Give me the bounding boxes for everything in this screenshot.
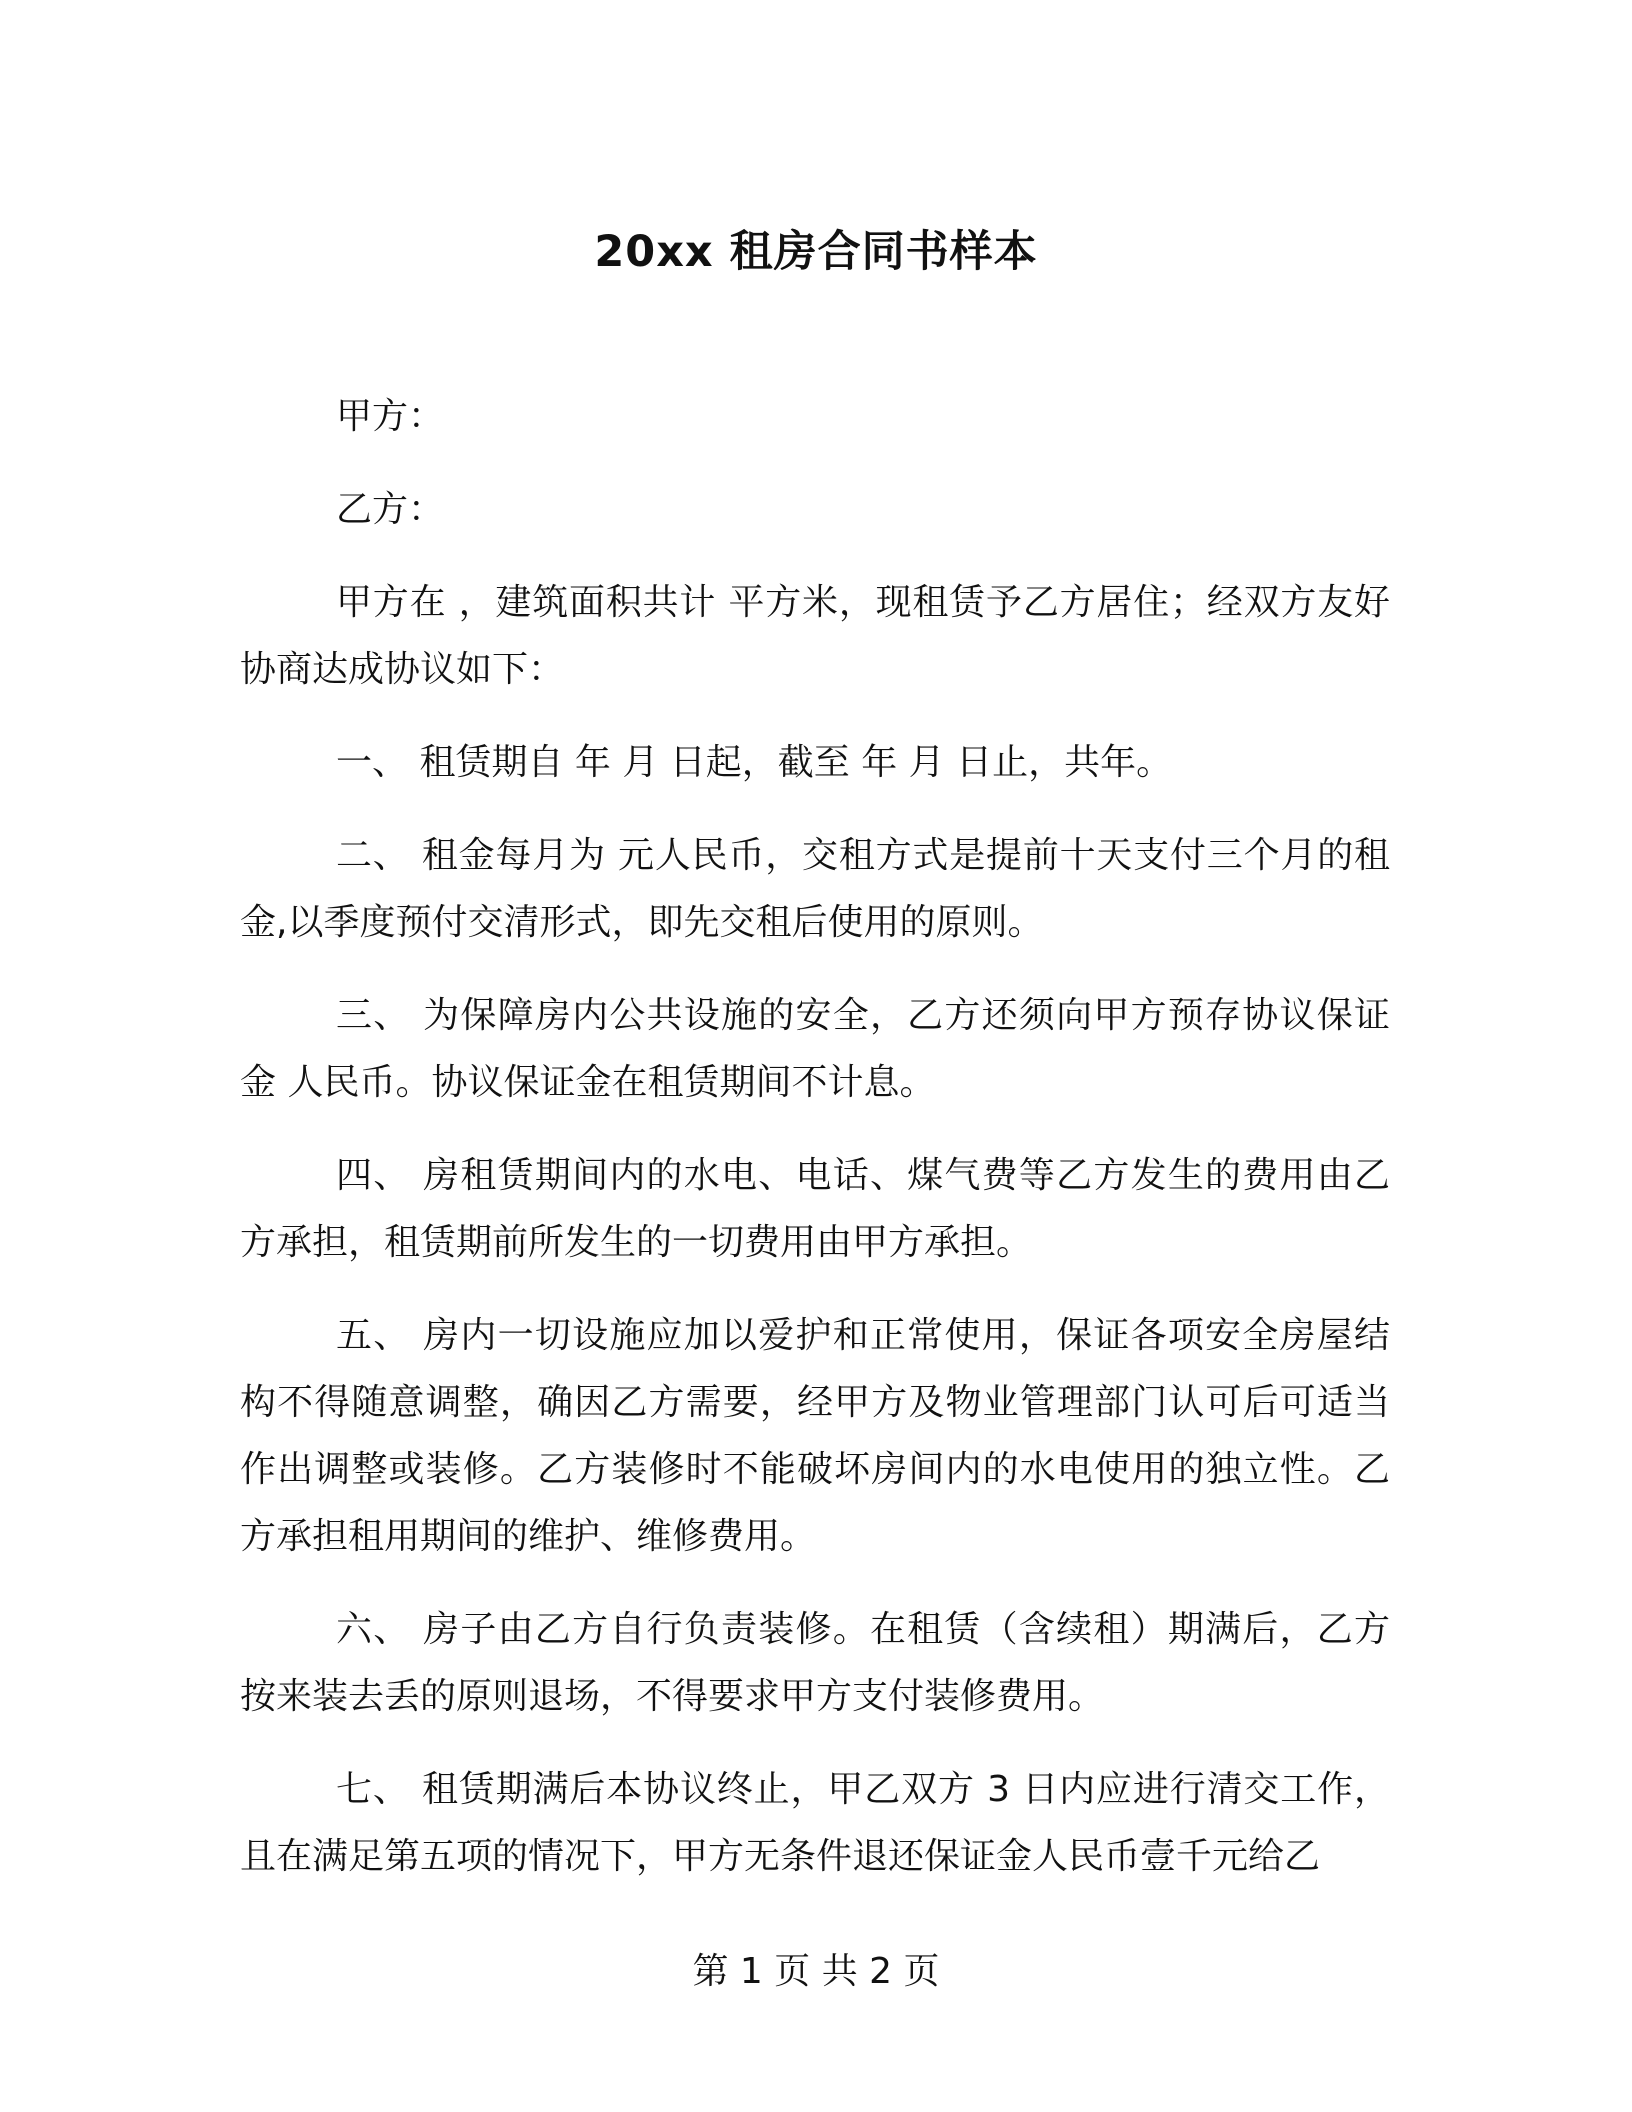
clause-2: 二、 租金每月为 元人民币，交租方式是提前十天支付三个月的租金,以季度预付交清形式，即先交租后使用的原则。: [240, 835, 1390, 943]
page-number-footer: 第 1 页 共 2 页: [692, 1951, 940, 1992]
document-body: [240, 383, 1390, 1916]
clause-4: 四、 房租赁期间内的水电、电话、煤气费等乙方发生的费用由乙方承担，租赁期前所发生的一切费用由甲方承担。: [240, 1155, 1390, 1263]
document-title: 20xx 租房合同书样本: [594, 227, 1038, 277]
party-b-line: 乙方：: [336, 489, 445, 530]
clause-1: 一、 租赁期自 年 月 日起，截至 年 月 日止，共年。: [336, 742, 1173, 783]
clause-6: 六、 房子由乙方自行负责装修。在租赁（含续租）期满后，乙方按来装去丢的原则退场，不得要求甲方支付装修费用。: [240, 1609, 1390, 1717]
clause-7: 七、 租赁期满后本协议终止，甲乙双方 3 日内应进行清交工作，且在满足第五项的情况下，甲方无条件退还保证金人民币壹千元给乙: [240, 1769, 1390, 1877]
preamble-paragraph: 甲方在 ，建筑面积共计 平方米，现租赁予乙方居住；经双方友好协商达成协议如下：: [240, 582, 1390, 690]
party-a-line: 甲方：: [336, 396, 445, 437]
clause-5: 五、 房内一切设施应加以爱护和正常使用，保证各项安全房屋结构不得随意调整，确因乙方需要，经甲方及物业管理部门认可后可适当作出调整或装修。乙方装修时不能破坏房间内的水电使用的独立性。乙方承担租用期间的维护、维修费用。: [240, 1315, 1390, 1557]
clause-3: 三、 为保障房内公共设施的安全，乙方还须向甲方预存协议保证金 人民币。协议保证金在租赁期间不计息。: [240, 995, 1390, 1103]
